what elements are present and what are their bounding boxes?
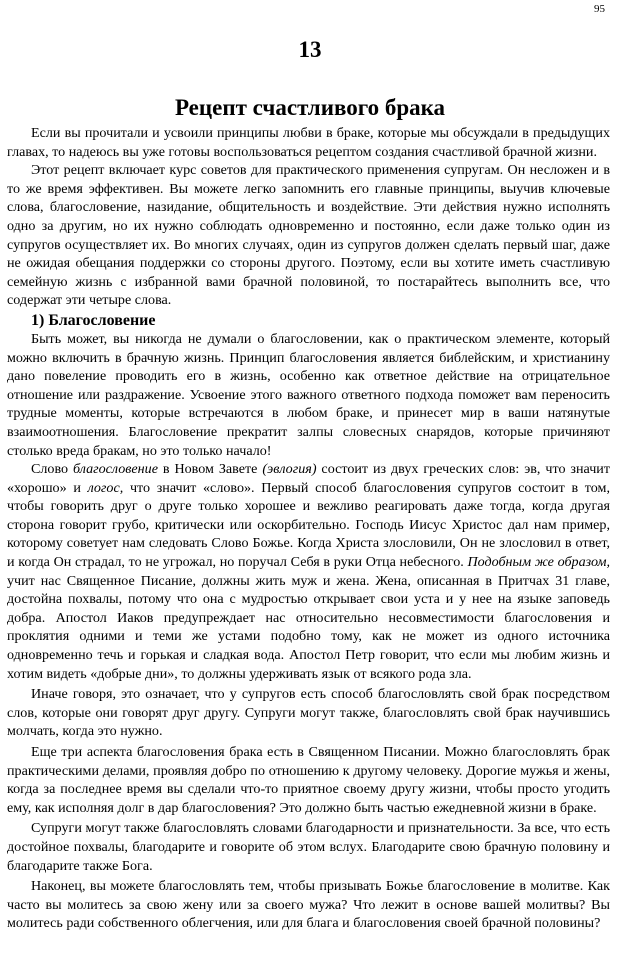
paragraph-blessing-5: Супруги могут также благословлять словами благодарности и признательности. За все, что есть достойное похвалы, благодарите и говорите об этом вслух. Благодарите свою брачную половину и благодарите также Бога. [7,820,610,874]
text-run: Слово [31,461,74,478]
paragraph-blessing-2 [7,460,610,683]
body-text [7,124,610,933]
paragraph-blessing-3: Иначе говоря, это означает, что у супругов есть способ благословлять свой брак посредством слов, которые они говорят друг другу. Супруги могут также, благословлять свой брак научившись молчать, когда это нужно. [7,686,610,740]
text-run: учит нас Священное Писание, должны жить муж и жена. Жена, описанная в Притчах 31 главе, достойна похвалы, потому что она с мудростью открывает свои уста и у нее на языке заповедь добра. Апостол Иаков предупреждает нас относительно несовместимости благословения и проклятия одними и теми же устами подобно тому, как не может из одного источника одновременно течь и горькая и сладкая вода. Апостол Петр говорит, что если мы любим жизнь и хотим видеть «добрые дни», то должны удерживать язык от всякого рода зла. [7,572,610,682]
page-number: 95 [594,3,605,15]
paragraph-intro-2: Этот рецепт включает курс советов для практического применения супругам. Он несложен и в то же время эффективен. Вы можете легко запомнить его главные принципы, выучив ключевые слова, благословение, назидание, общительность и воздействие. Эти действия нужно исполнять одно за другим, но их нужно соблюдать одновременно и постоянно, если даже только один из супругов осуществляет их. Во многих случаях, один из супругов должен сделать первый шаг, даже не ожидая обещания поддержки со стороны другого. Поэтому, если вы хотите иметь счастливую семейную жизнь с избранной вами брачной половиной, то постарайтесь выполнить все, что содержат эти четыре слова. [7,162,610,309]
chapter-number: 13 [298,37,322,62]
italic-term: логос, [87,479,124,496]
paragraph-blessing-4: Еще три аспекта благословения брака есть в Священном Писании. Можно благословлять брак практическими делами, проявляя добро по отношению к другому человеку. Дорогие мужья и жены, когда за последнее время вы сделали что-то приятное своему другу жизни, чтобы просто угодить ему, как исполняя долг в дар благословения? Это должно быть частью ежедневной жизни в браке. [7,744,610,816]
paragraph-blessing-1: Быть может, вы никогда не думали о благословении, как о практическом элементе, который можно включить в брачную жизнь. Принцип благословения является библейским, и христианину дано повеление проводить его в жизнь, особенно как ответное действие на отрицательное отношение или раздражение. Усвоение этого важного ответного подхода поможет вам переносить трудные моменты, которые встречаются в любом браке, и принесет мир в ваши натянутые взаимоотношения. Благословение прекратит залпы словесных снарядов, которые причиняют столько вреда бракам, но это только начало! [7,330,610,459]
italic-term: Подобным же образом, [467,554,610,571]
section-heading: 1) Благословение [31,311,156,329]
italic-term: (эвлогия) [262,461,317,478]
text-run: состоит из двух греческих слов: эв, что значит «хорошо» и [7,461,610,496]
text-run: что значит «слово». Первый способ благословения супругов состоит в том, чтобы говорить друг о друге только хорошее и вежливо реагировать даже тогда, когда другая сторона говорит грубо, критически или оскорбительно. Господь Иисус Христос дал нам пример, которому советует нам следовать Слово Божье. Когда Христа злословили, Он не злословил в ответ, и когда Он страдал, то не угрожал, но поручал Себя в руки Отца небесного. [7,479,611,571]
text-run: в Новом Завете [157,461,263,478]
paragraph-blessing-6: Наконец, вы можете благословлять тем, чтобы призывать Божье благословение в молитве. Как часто вы молитесь за свою жену или за своего мужа? Что лежит в основе вашей молитвы? Вы молитесь ради собственного облегчения, или для блага и благословения своей брачной половины? [7,878,610,932]
paragraph-intro-1: Если вы прочитали и усвоили принципы любви в браке, которые мы обсуждали в предыдущих главах, то надеюсь вы уже готовы воспользоваться рецептом создания счастливой брачной жизни. [7,125,610,160]
italic-term: благословение [73,461,158,478]
chapter-title: Рецепт счастливого брака [174,95,446,121]
